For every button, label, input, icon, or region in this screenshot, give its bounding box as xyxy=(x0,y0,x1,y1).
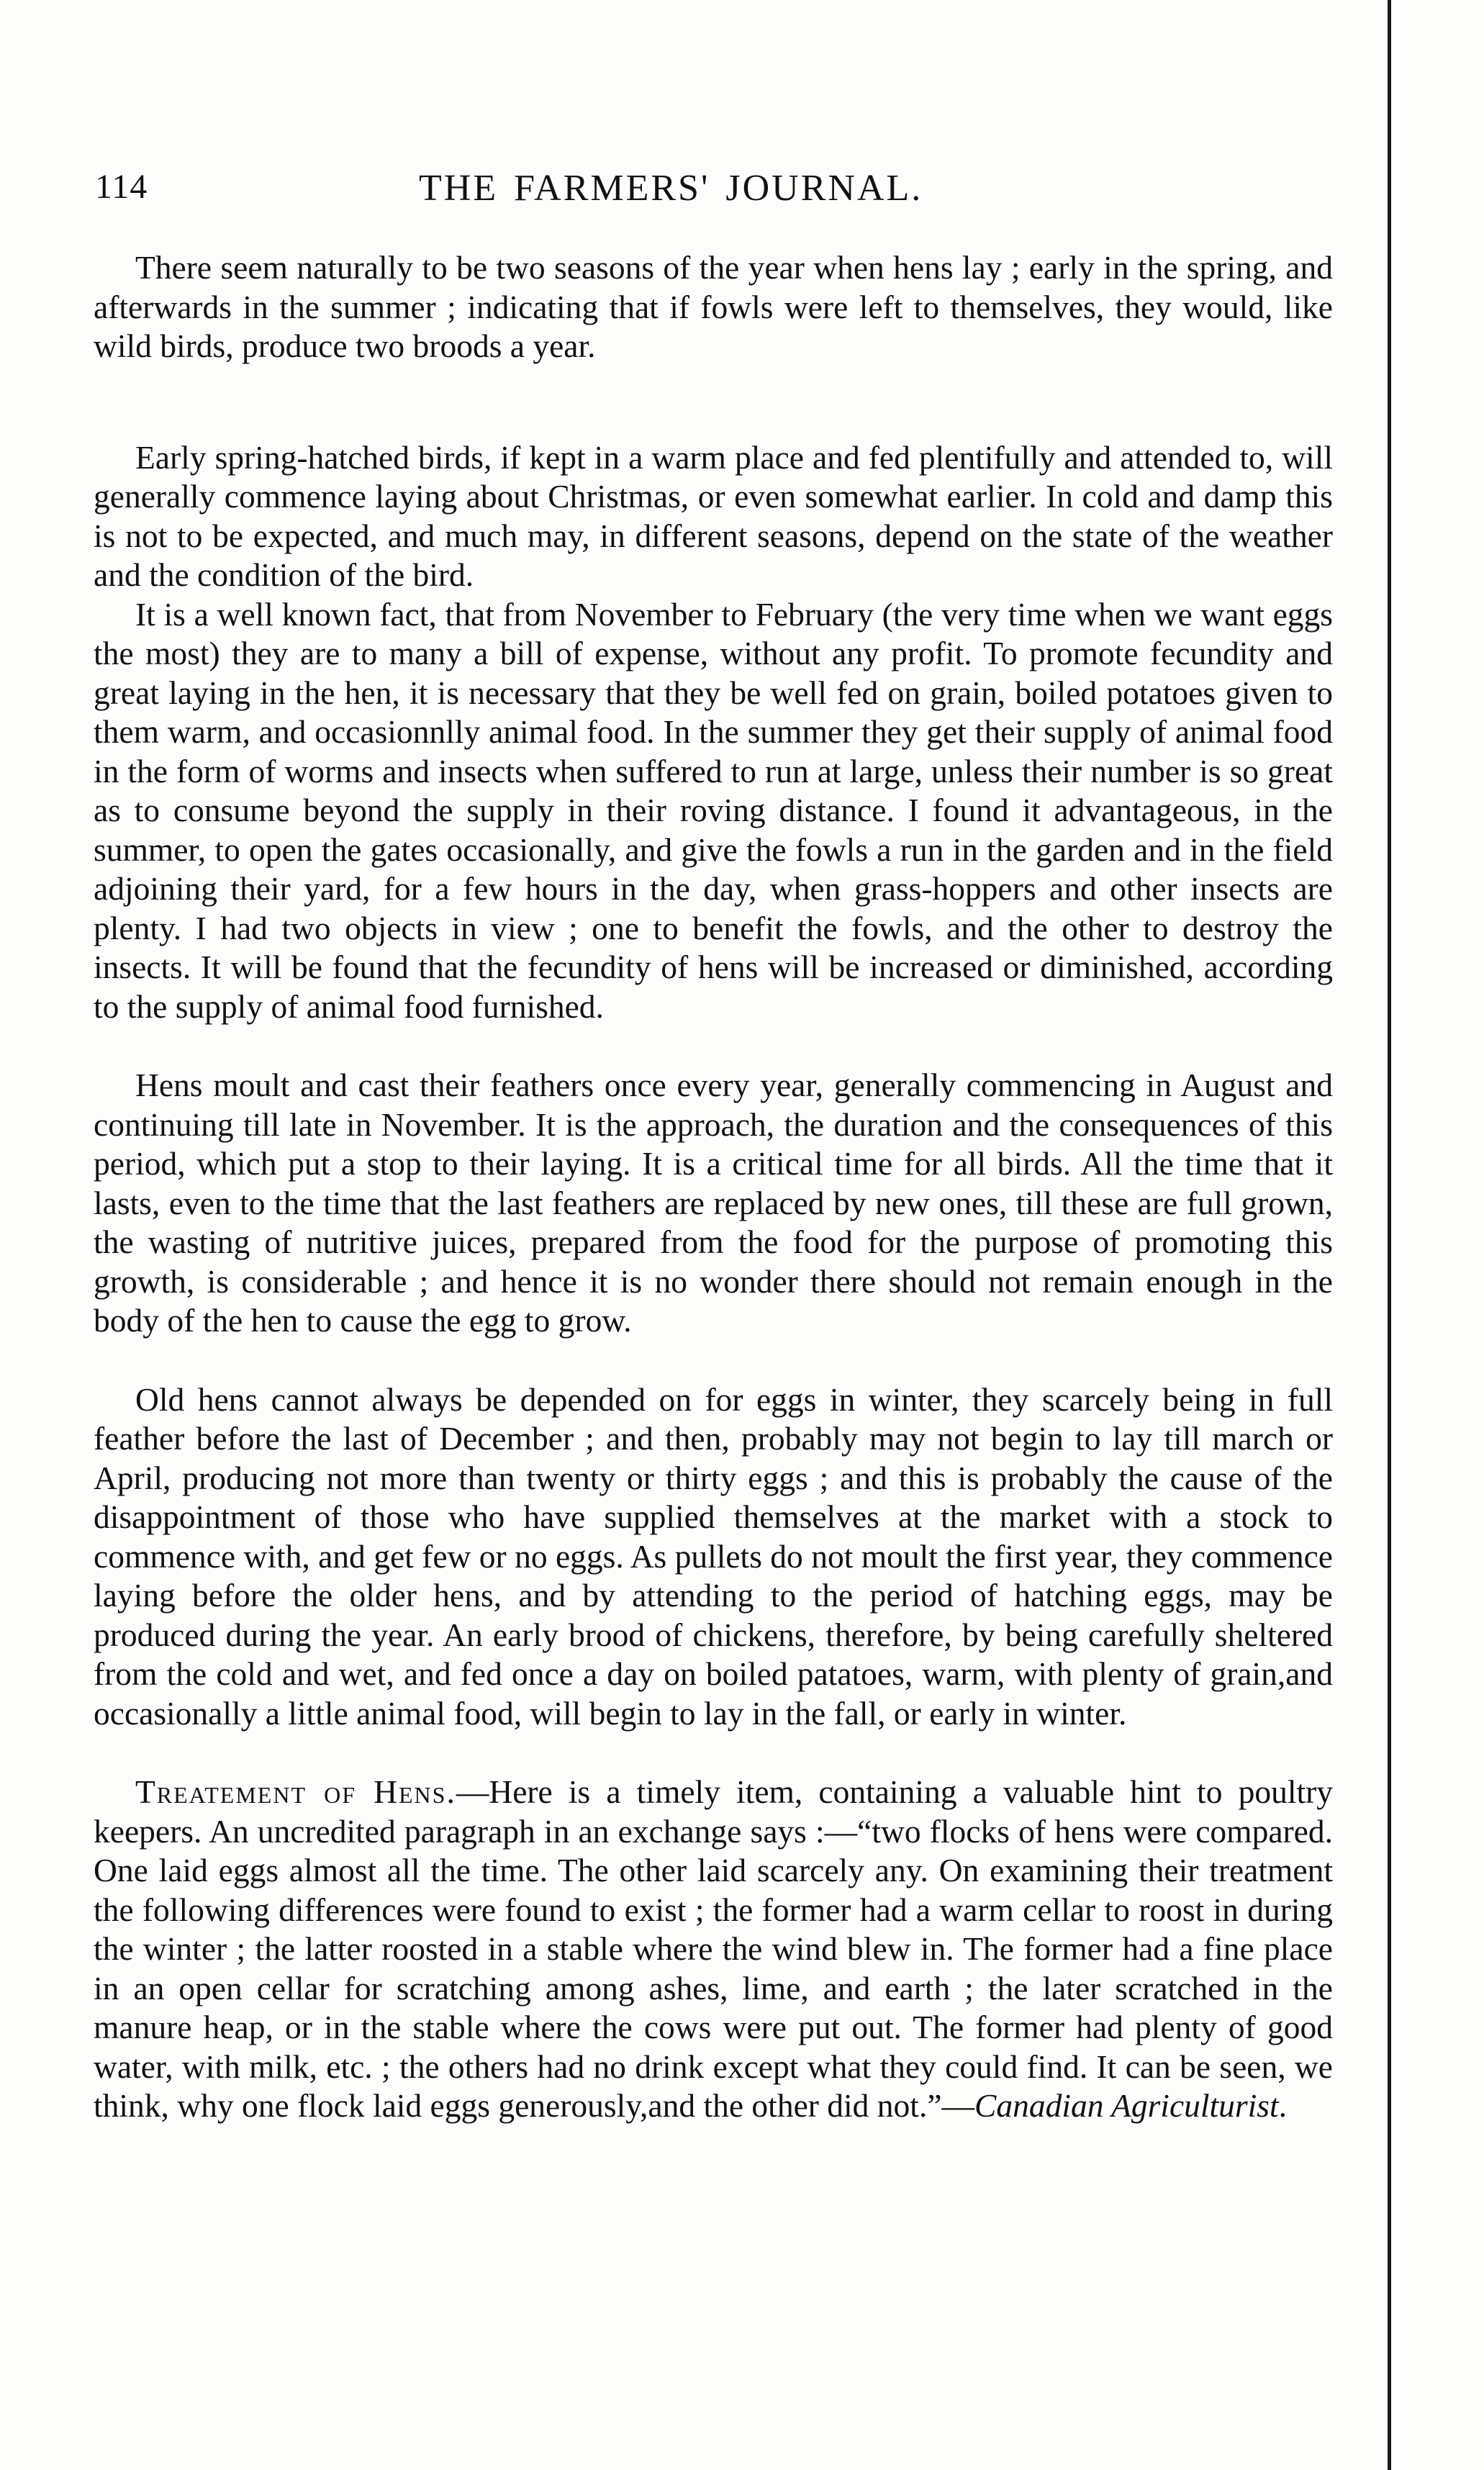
page-number: 114 xyxy=(95,168,148,206)
paragraph-treatment-of-hens xyxy=(94,1773,1333,2126)
page-edge-rule xyxy=(1388,0,1391,2470)
paragraph-moulting: Hens moult and cast their feathers once every year, generally commencing in August and continuing till late in November. It is the approach, the duration and the consequences of this period, which put a stop to their laying. It is a critical time for all birds. All the time that it lasts, even to the time that the last feathers are replaced by new ones, till these are full grown, the wasting of nutritive juices, prepared from the food for the purpose of promoting this growth, is considerable ; and hence it is no wonder there should not remain enough in the body of the hen to cause the egg to grow. xyxy=(94,1067,1333,1339)
paragraph-spring-hatched: Early spring-hatched birds, if kept in a warm place and fed plentifully and attended to, will generally commence laying about Christmas, or even somewhat earlier. In cold and damp this is not to be expected, and much may, in different seasons, depend on the state of the weather and the condition of the bird. xyxy=(94,438,1333,593)
article-body xyxy=(94,248,1333,2126)
paragraph-two-seasons: There seem naturally to be two seasons of the year when hens lay ; early in the spring, and afterwards in the summer ; indicating that if fowls were left to themselves, they would, like wild birds, produce two broods a year. xyxy=(94,249,1333,364)
section-heading: Treatement of Hens. xyxy=(135,1773,456,1810)
treatment-text: —Here is a timely item, containing a valuable hint to poultry keepers. An uncredited paragraph in an exchange says :—“two flocks of hens were compared. One laid eggs almost all the time. The other laid scarcely any. On examining their treatment the following differences were found to exist ; the former had a warm cellar to roost in during the winter ; the latter roosted in a stable where the wind blew in. The former had a fine place in an open cellar for scratching among ashes, lime, and earth ; the later scratched in the manure heap, or in the stable where the cows were put out. The former had plenty of good water, with milk, etc. ; the others had no drink except what they could find. It can be seen, we think, why one flock laid eggs generously,and the other did not.”— xyxy=(94,1773,1334,2124)
journal-title: THE FARMERS' JOURNAL. xyxy=(419,168,923,209)
running-head xyxy=(95,167,1333,225)
source-attribution: Canadian Agriculturist xyxy=(974,2087,1279,2124)
paragraph-old-hens: Old hens cannot always be depended on for eggs in winter, they scarcely being in full feather before the last of December ; and then, probably may not begin to lay till march or April, producing not more than twenty or thirty eggs ; and this is probably the cause of the disappointment of those who have supplied themselves at the market with a stock to commence with, and get few or no eggs. As pullets do not moult the first year, they commence laying before the older hens, and by attending to the period of hatching eggs, may be produced during the year. An early brood of chickens, therefore, by being carefully sheltered from the cold and wet, and fed once a day on boiled patatoes, warm, with plenty of grain,and occasionally a little animal food, will begin to lay in the fall, or early in winter. xyxy=(94,1380,1333,1732)
paragraph-winter-laying: It is a well known fact, that from November to February (the very time when we want eggs the most) they are to many a bill of expense, without any profit. To promote fecundity and great laying in the hen, it is necessary that they be well fed on grain, boiled potatoes given to them warm, and occasionnlly animal food. In the summer they get their supply of animal food in the form of worms and insects when suffered to run at large, unless their number is so great as to consume beyond the supply in their roving distance. I found it advantageous, in the summer, to open the gates occasionally, and give the fowls a run in the garden and in the field adjoining their yard, for a few hours in the day, when grass-hoppers and other insects are plenty. I had two objects in view ; one to benefit the fowls, and the other to destroy the insects. It will be found that the fecundity of hens will be increased or diminished, according to the supply of animal food furnished. xyxy=(94,595,1333,1025)
closing-period: . xyxy=(1278,2087,1287,2124)
